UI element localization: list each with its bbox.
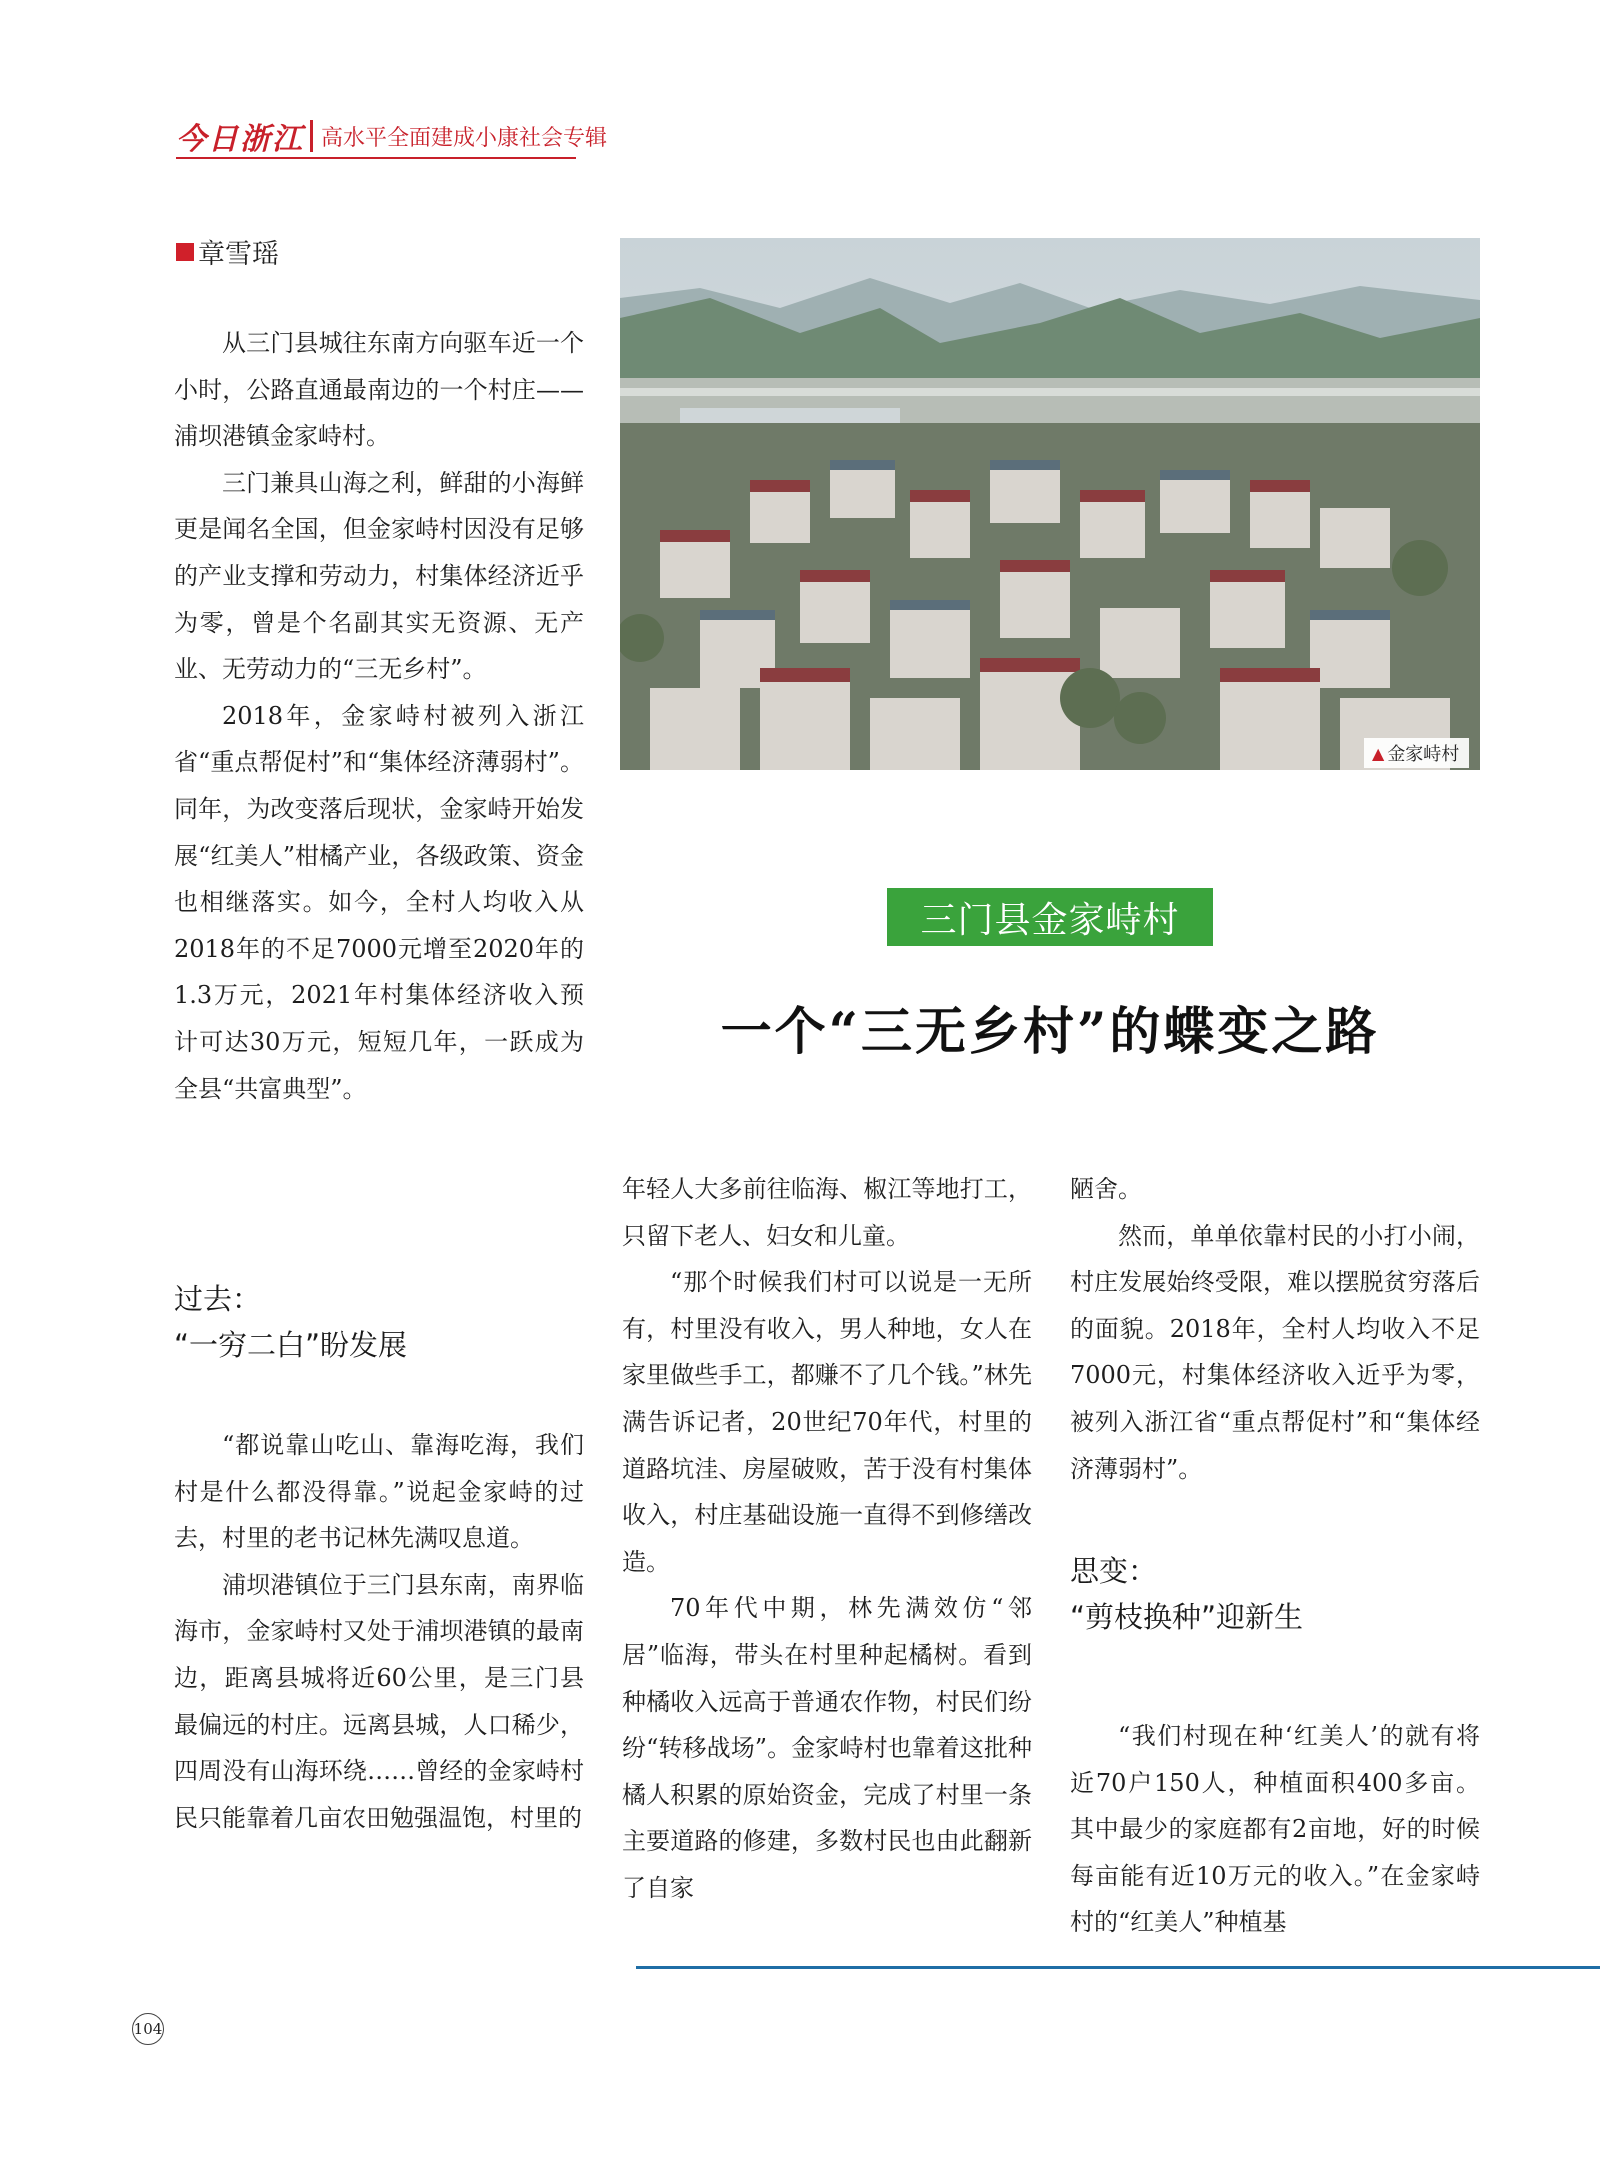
- header-divider: [310, 120, 313, 152]
- author-name: 章雪瑶: [198, 239, 279, 270]
- section-heading-line: “一穷二白”盼发展: [174, 1328, 408, 1362]
- photo-illustration: [620, 238, 1480, 770]
- magazine-logo: 今日浙江: [176, 122, 304, 157]
- author-byline: [176, 232, 279, 271]
- paragraph: 三门兼具山海之利，鲜甜的小海鲜更是闻名全国，但金家峙村因没有足够的产业支撑和劳动力，村集体经济近乎为零，曾是个名副其实无资源、无产业、无劳动力的“三无乡村”。: [174, 468, 584, 684]
- section-heading-past: [174, 1276, 407, 1368]
- caption-triangle-icon: ▲: [1372, 743, 1385, 763]
- paragraph: 从三门县城往东南方向驱车近一个小时，公路直通最南边的一个村庄——浦坝港镇金家峙村。: [174, 329, 584, 451]
- photo-caption: [1364, 738, 1469, 768]
- section2-column3: [1070, 1713, 1480, 1946]
- paragraph: 浦坝港镇位于三门县东南，南界临海市，金家峙村又处于浦坝港镇的最南边，距离县城将近60公里，是三门县最偏远的村庄。远离县城，人口稀少，四周没有山海环绕……曾经的金家峙村民只能靠着几亩农田勉强温饱，村里的: [174, 1570, 584, 1832]
- section1-column2: [622, 1166, 1032, 1912]
- paragraph: 然而，单单依靠村民的小打小闹，村庄发展始终受限，难以摆脱贫穷落后的面貌。2018年，全村人均收入不足7000元，村集体经济收入近乎为零，被列入浙江省“重点帮促村”和“集体经济薄弱村”。: [1070, 1221, 1480, 1483]
- section-heading-change: [1070, 1548, 1303, 1640]
- article-kicker: 三门县金家峙村: [887, 888, 1213, 946]
- paragraph: 2018年，金家峙村被列入浙江省“重点帮促村”和“集体经济薄弱村”。同年，为改变落后现状，金家峙开始发展“红美人”柑橘产业，各级政策、资金也相继落实。如今，全村人均收入从2018年的不足7000元增至2020年的1.3万元，2021年村集体经济收入预计可达30万元，短短几年，一跃成为全县“共富典型”。: [174, 701, 584, 1103]
- paragraph: 年轻人大多前往临海、椒江等地打工，只留下老人、妇女和儿童。: [622, 1175, 1032, 1250]
- footer-rule: [636, 1966, 1600, 1969]
- magazine-header: [176, 118, 608, 157]
- issue-subtitle: 高水平全面建成小康社会专辑: [321, 125, 608, 151]
- section1-column1: [174, 1422, 584, 1841]
- section-heading-line: 思变：: [1070, 1554, 1158, 1588]
- section1-column3: [1070, 1166, 1480, 1492]
- paragraph: 陋舍。: [1070, 1175, 1142, 1203]
- byline-square-icon: [176, 243, 194, 261]
- paragraph: 70年代中期，林先满效仿“邻居”临海，带头在村里种起橘树。看到种橘收入远高于普通农作物，村民们纷纷“转移战场”。金家峙村也靠着这批种橘人积累的原始资金，完成了村里一条主要道路的修建，多数村民也由此翻新了自家: [622, 1594, 1032, 1902]
- paragraph: “我们村现在种‘红美人’的就有将近70户150人，种植面积400多亩。其中最少的家庭都有2亩地，好的时候每亩能有近10万元的收入。”在金家峙村的“红美人”种植基: [1070, 1722, 1480, 1937]
- page-number: 104: [132, 2013, 164, 2045]
- header-underline: [176, 157, 576, 159]
- section-heading-line: 过去：: [174, 1282, 262, 1316]
- intro-text: [174, 320, 584, 1112]
- caption-text: 金家峙村: [1387, 744, 1460, 765]
- paragraph: “那个时候我们村可以说是一无所有，村里没有收入，男人种地，女人在家里做些手工，都赚不了几个钱。”林先满告诉记者，20世纪70年代，村里的道路坑洼、房屋破败，苦于没有村集体收入，村庄基础设施一直得不到修缮改造。: [622, 1268, 1032, 1576]
- paragraph: “都说靠山吃山、靠海吃海，我们村是什么都没得靠。”说起金家峙的过去，村里的老书记林先满叹息道。: [174, 1431, 584, 1553]
- article-title: 一个“三无乡村”的蝶变之路: [720, 1002, 1380, 1062]
- village-aerial-photo: [620, 238, 1480, 770]
- section-heading-line: “剪枝换种”迎新生: [1070, 1600, 1304, 1634]
